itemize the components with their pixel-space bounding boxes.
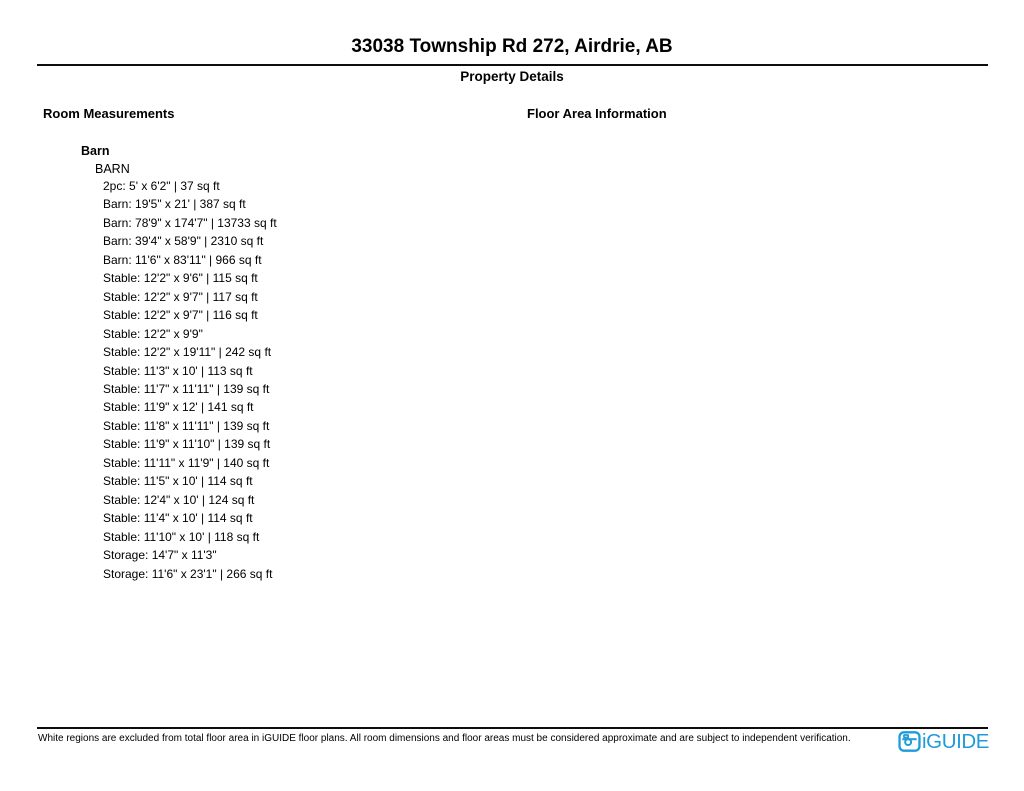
room-measurement-item: Barn: 11'6" x 83'11" | 966 sq ft xyxy=(103,252,262,267)
room-measurement-item: Stable: 11'9" x 12' | 141 sq ft xyxy=(103,400,254,415)
room-measurement-item: Barn: 39'4" x 58'9" | 2310 sq ft xyxy=(103,234,264,249)
room-measurement-item: Stable: 11'3" x 10' | 113 sq ft xyxy=(103,363,253,378)
iguide-logo xyxy=(898,729,989,753)
room-measurements-heading: Room Measurements xyxy=(43,106,175,121)
room-measurement-item: Stable: 12'2" x 19'11" | 242 sq ft xyxy=(103,345,272,360)
room-group-label: BARN xyxy=(95,162,130,176)
floor-area-information-heading: Floor Area Information xyxy=(527,106,667,121)
room-measurement-item: Barn: 78'9" x 174'7" | 13733 sq ft xyxy=(103,215,277,230)
room-measurement-item: Stable: 11'8" x 11'11" | 139 sq ft xyxy=(103,418,270,433)
room-measurement-item: Stable: 11'4" x 10' | 114 sq ft xyxy=(103,511,253,526)
room-measurement-list xyxy=(103,177,277,583)
room-measurement-item: Stable: 12'2" x 9'9" xyxy=(103,326,203,341)
room-measurement-item: Barn: 19'5" x 21' | 387 sq ft xyxy=(103,197,246,212)
room-measurement-item: Stable: 12'4" x 10' | 124 sq ft xyxy=(103,492,255,507)
room-measurement-item: Stable: 11'11" x 11'9" | 140 sq ft xyxy=(103,455,270,470)
floor-label-barn: Barn xyxy=(81,144,110,158)
room-measurement-item: Storage: 14'7" x 11'3" xyxy=(103,548,217,563)
page-subtitle: Property Details xyxy=(460,69,564,84)
room-measurement-item: Stable: 11'5" x 10' | 114 sq ft xyxy=(103,474,253,489)
room-measurement-item: Stable: 12'2" x 9'6" | 115 sq ft xyxy=(103,271,258,286)
iguide-logo-text: iGUIDE xyxy=(922,729,990,753)
room-measurement-item: Stable: 11'10" x 10' | 118 sq ft xyxy=(103,529,260,544)
room-measurement-item: Storage: 11'6" x 23'1" | 266 sq ft xyxy=(103,566,273,581)
room-measurement-item: Stable: 12'2" x 9'7" | 117 sq ft xyxy=(103,289,258,304)
iguide-camera-icon xyxy=(898,730,921,753)
footer-disclaimer: White regions are excluded from total floor area in iGUIDE floor plans. All room dimensions and floor areas must be considered approximate and are subject to independent verification. xyxy=(38,733,851,744)
room-measurement-item: Stable: 11'9" x 11'10" | 139 sq ft xyxy=(103,437,271,452)
room-measurement-item: 2pc: 5' x 6'2" | 37 sq ft xyxy=(103,179,220,193)
room-measurement-item: Stable: 12'2" x 9'7" | 116 sq ft xyxy=(103,308,258,323)
room-measurement-item: Stable: 11'7" x 11'11" | 139 sq ft xyxy=(103,381,270,396)
footer-divider xyxy=(37,727,988,729)
page-title: 33038 Township Rd 272, Airdrie, AB xyxy=(351,36,673,57)
header-divider xyxy=(37,64,988,66)
